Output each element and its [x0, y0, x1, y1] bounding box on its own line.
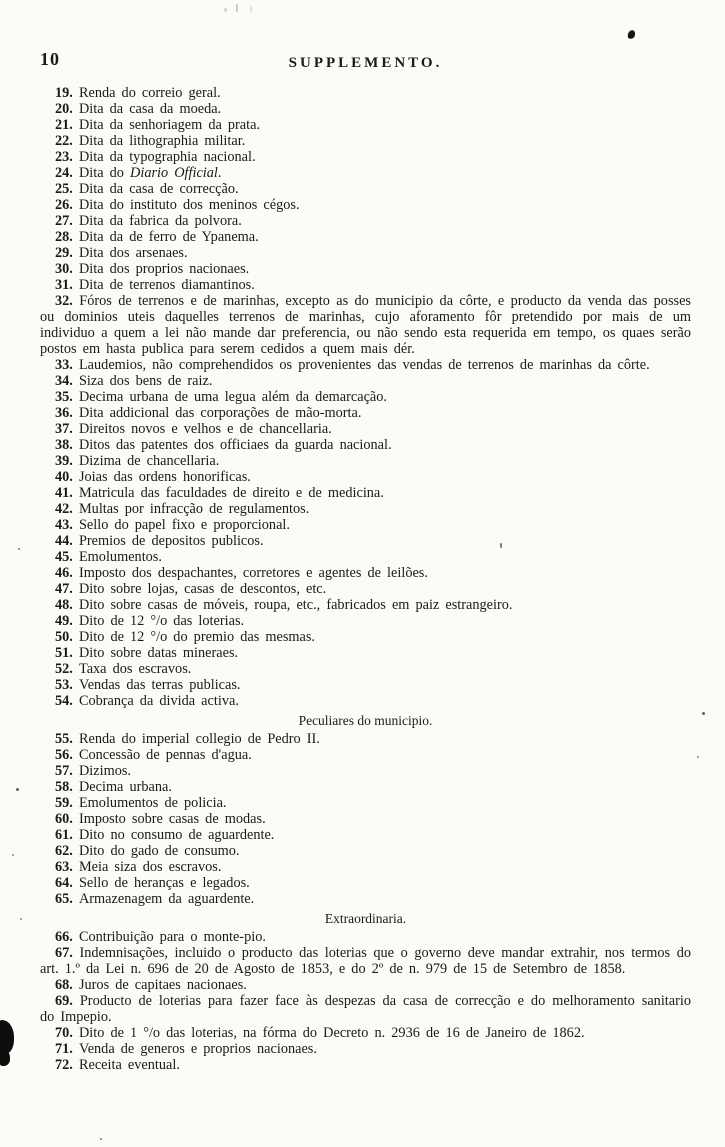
item-number: 43.	[55, 517, 73, 533]
revenue-list	[40, 85, 691, 1073]
list-item: 45. Emolumentos.	[55, 549, 162, 565]
list-item: 24. Dita do Diario Official.	[55, 165, 222, 181]
item-number: 41.	[55, 485, 73, 501]
list-item: 48. Dito sobre casas de móveis, roupa, etc., fabricados em paiz estrangeiro.	[55, 597, 513, 613]
item-number: 20.	[55, 101, 73, 117]
item-number: 24.	[55, 165, 73, 181]
list-item: 49. Dito de 12 °/o das loterias.	[55, 613, 245, 629]
item-number: 53.	[55, 677, 73, 693]
scan-speck	[697, 756, 699, 758]
list-item: 64. Sello de heranças e legados.	[55, 875, 250, 891]
list-item: 28. Dita da de ferro de Ypanema.	[55, 229, 259, 245]
item-number: 35.	[55, 389, 73, 405]
item-number: 28.	[55, 229, 73, 245]
list-item: 20. Dita da casa da moeda.	[55, 101, 222, 117]
list-item: 30. Dita dos proprios nacionaes.	[55, 261, 250, 277]
list-item: 32. Fóros de terrenos e de marinhas, excepto as do municipio da côrte, e producto da venda das posses ou dominios uteis daquelles terrenos de marinhas, cujo aforamento fôr pretendido por mais de um individuo a quem a lei não mande dar preferencia, ou não sendo esta requerida em tempo, os quaes serão postos em hasta publica para serem cedidos a quem mais dér.	[40, 293, 691, 357]
item-number: 56.	[55, 747, 73, 763]
list-item: 26. Dita do instituto dos meninos cégos.	[55, 197, 300, 213]
list-item: 63. Meia siza dos escravos.	[55, 859, 222, 875]
item-number: 26.	[55, 197, 73, 213]
list-item: 44. Premios de depositos publicos.	[55, 533, 264, 549]
item-number: 54.	[55, 693, 73, 709]
item-number: 66.	[55, 929, 73, 945]
item-number: 45.	[55, 549, 73, 565]
page-number: 10	[40, 49, 60, 69]
list-item: 70. Dito de 1 °/o das loterias, na fórma do Decreto n. 2936 de 16 de Janeiro de 1862.	[55, 1025, 585, 1041]
list-item: 47. Dito sobre lojas, casas de descontos, etc.	[55, 581, 327, 597]
list-item: 37. Direitos novos e velhos e de chancellaria.	[55, 421, 332, 437]
scan-speck	[500, 543, 502, 548]
item-number: 39.	[55, 453, 73, 469]
scan-speck	[702, 712, 705, 715]
list-item: 53. Vendas das terras publicas.	[55, 677, 241, 693]
item-number: 63.	[55, 859, 73, 875]
scan-speck	[236, 4, 238, 12]
scan-speck	[224, 8, 227, 12]
item-number: 23.	[55, 149, 73, 165]
list-item: 59. Emolumentos de policia.	[55, 795, 227, 811]
list-item: 65. Armazenagem da aguardente.	[55, 891, 255, 907]
list-item: 42. Multas por infracção de regulamentos.	[55, 501, 310, 517]
scan-speck	[20, 918, 22, 920]
item-number: 59.	[55, 795, 73, 811]
list-item: 54. Cobrança da divida activa.	[55, 693, 239, 709]
list-item: 56. Concessão de pennas d'agua.	[55, 747, 252, 763]
item-number: 50.	[55, 629, 73, 645]
item-number: 25.	[55, 181, 73, 197]
item-number: 67.	[55, 945, 73, 961]
list-item: 29. Dita dos arsenaes.	[55, 245, 188, 261]
item-number: 44.	[55, 533, 73, 549]
italic-text: Diario Official	[130, 165, 218, 181]
list-item: 36. Dita addicional das corporações de mão-morta.	[55, 405, 362, 421]
item-number: 34.	[55, 373, 73, 389]
list-item: 23. Dita da typographia nacional.	[55, 149, 256, 165]
list-item: 40. Joias das ordens honorificas.	[55, 469, 251, 485]
item-number: 69.	[55, 993, 73, 1009]
list-item: 68. Juros de capitaes nacionaes.	[55, 977, 247, 993]
item-number: 22.	[55, 133, 73, 149]
ink-blot	[0, 1020, 14, 1054]
list-item: 34. Siza dos bens de raiz.	[55, 373, 213, 389]
list-item: 31. Dita de terrenos diamantinos.	[55, 277, 255, 293]
page-header-row	[40, 49, 691, 75]
item-number: 71.	[55, 1041, 73, 1057]
item-number: 33.	[55, 357, 73, 373]
list-item: 19. Renda do correio geral.	[55, 85, 221, 101]
list-item: 69. Producto de loterias para fazer face às despezas da casa de correcção e do melhoramento sanitario do Impepio.	[40, 993, 691, 1025]
scan-speck	[12, 854, 14, 856]
list-item: 50. Dito de 12 °/o do premio das mesmas.	[55, 629, 316, 645]
list-item: 58. Decima urbana.	[55, 779, 172, 795]
scan-speck	[250, 6, 252, 12]
list-item: 22. Dita da lithographia militar.	[55, 133, 246, 149]
item-number: 49.	[55, 613, 73, 629]
item-number: 48.	[55, 597, 73, 613]
item-number: 27.	[55, 213, 73, 229]
item-number: 31.	[55, 277, 73, 293]
item-number: 57.	[55, 763, 73, 779]
section-heading: Extraordinaria.	[324, 911, 407, 926]
item-number: 36.	[55, 405, 73, 421]
item-number: 32.	[55, 293, 73, 309]
item-number: 29.	[55, 245, 73, 261]
item-number: 70.	[55, 1025, 73, 1041]
item-number: 38.	[55, 437, 73, 453]
item-number: 37.	[55, 421, 73, 437]
list-item: 35. Decima urbana de uma legua além da demarcação.	[55, 389, 387, 405]
item-number: 42.	[55, 501, 73, 517]
item-number: 47.	[55, 581, 73, 597]
item-number: 46.	[55, 565, 73, 581]
list-item: 52. Taxa dos escravos.	[55, 661, 192, 677]
list-item: 66. Contribuição para o monte-pio.	[55, 929, 266, 945]
list-item: 43. Sello do papel fixo e proporcional.	[55, 517, 290, 533]
list-item: 61. Dito no consumo de aguardente.	[55, 827, 275, 843]
item-number: 62.	[55, 843, 73, 859]
item-number: 68.	[55, 977, 73, 993]
scan-speck	[18, 548, 20, 550]
scan-speck	[100, 1138, 102, 1140]
list-item: 46. Imposto dos despachantes, corretores e agentes de leilões.	[55, 565, 428, 581]
item-number: 40.	[55, 469, 73, 485]
list-item: 27. Dita da fabrica da polvora.	[55, 213, 242, 229]
item-number: 52.	[55, 661, 73, 677]
item-number: 30.	[55, 261, 73, 277]
item-number: 21.	[55, 117, 73, 133]
item-number: 19.	[55, 85, 73, 101]
item-number: 51.	[55, 645, 73, 661]
list-item: 72. Receita eventual.	[55, 1057, 180, 1073]
list-item: 41. Matricula das faculdades de direito e de medicina.	[55, 485, 384, 501]
item-number: 61.	[55, 827, 73, 843]
item-number: 58.	[55, 779, 73, 795]
list-item: 71. Venda de generos e proprios nacionaes.	[55, 1041, 317, 1057]
section-heading: Peculiares do municipio.	[298, 713, 433, 728]
item-number: 72.	[55, 1057, 73, 1073]
list-item: 67. Indemnisações, incluido o producto das loterias que o governo deve mandar extrahir, nos termos do art. 1.º da Lei n. 696 de 20 de Agosto de 1853, e do 2º de n. 979 de 15 de Setembro de 1858.	[40, 945, 691, 977]
list-item: 62. Dito do gado de consumo.	[55, 843, 240, 859]
list-item: 55. Renda do imperial collegio de Pedro II.	[55, 731, 320, 747]
list-item: 51. Dito sobre datas mineraes.	[55, 645, 239, 661]
ink-speck	[627, 29, 636, 40]
list-item: 21. Dita da senhoriagem da prata.	[55, 117, 261, 133]
list-item: 57. Dizimos.	[55, 763, 131, 779]
list-item: 39. Dizima de chancellaria.	[55, 453, 220, 469]
item-number: 65.	[55, 891, 73, 907]
list-item: 33. Laudemios, não comprehendidos os provenientes das vendas de terrenos de marinhas da côrte.	[55, 357, 650, 373]
list-item: 60. Imposto sobre casas de modas.	[55, 811, 266, 827]
list-item: 25. Dita da casa de correcção.	[55, 181, 239, 197]
page-title: SUPPLEMENTO.	[288, 55, 443, 71]
list-item: 38. Ditos das patentes dos officiaes da guarda nacional.	[55, 437, 392, 453]
item-number: 60.	[55, 811, 73, 827]
scan-speck	[16, 788, 19, 791]
item-number: 64.	[55, 875, 73, 891]
item-number: 55.	[55, 731, 73, 747]
